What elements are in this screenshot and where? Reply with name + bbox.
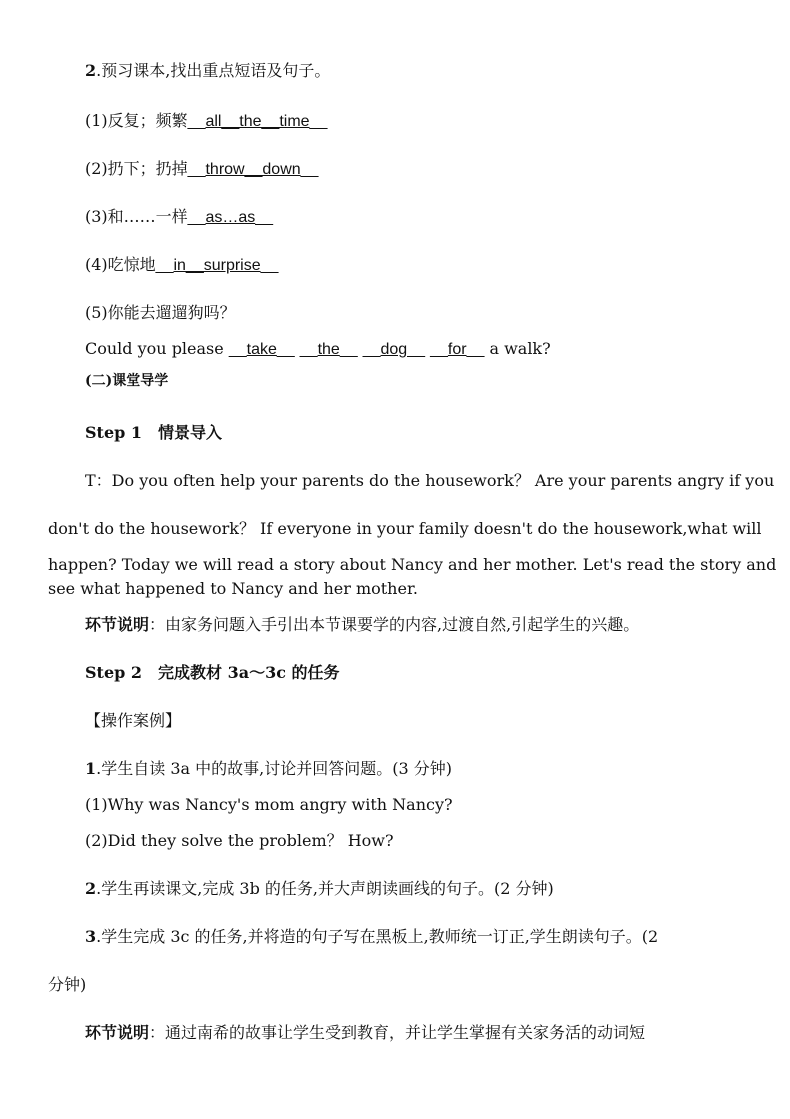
sentence-blank-1: __take__ [228,341,295,358]
step1-line-1: T：Do you often help your parents do the housework？ Are your parents angry if you [85,471,775,490]
preview-number: 2 [85,61,97,80]
task-3-continued: 分钟) [48,975,87,994]
preview-item-3: (3)和……一样__as…as__ [85,207,274,226]
preview-item-5: (5)你能去遛遛狗吗？ [85,303,236,322]
sentence-blank-2: __the__ [299,341,358,358]
preview-item-1: (1)反复；频繁__all__the__time__ [85,111,328,130]
task-1: 1.学生自读 3a 中的故事,讨论并回答问题。(3 分钟) [85,759,452,778]
question-2: (2)Did they solve the problem？ How? [85,831,394,850]
task-2: 2.学生再读课文,完成 3b 的任务,并大声朗读画线的句子。(2 分钟) [85,879,554,898]
step1-title: Step 1 情景导入 [85,423,223,442]
answer-blank-1: __all__the__time__ [187,113,328,130]
step1-line-3: happen? Today we will read a story about Nancy and her mother. Let's read the story and [48,555,777,574]
preview-instruction: 2.预习课本,找出重点短语及句子。 [85,61,331,80]
answer-blank-3: __as…as__ [187,209,274,226]
step1-note: 环节说明：由家务问题入手引出本节课要学的内容,过渡自然,引起学生的兴趣。 [85,615,640,634]
case-label: 【操作案例】 [85,711,182,730]
answer-blank-2: __throw__down__ [187,161,319,178]
note-label: 环节说明 [85,615,150,634]
answer-blank-4: __in__surprise__ [155,257,279,274]
sentence-blank-4: __for__ [430,341,485,358]
note-label: 环节说明 [85,1023,150,1042]
step2-note: 环节说明：通过南希的故事让学生受到教育，并让学生掌握有关家务活的动词短 [85,1023,646,1042]
question-1: (1)Why was Nancy's mom angry with Nancy? [85,795,453,814]
preview-sentence: Could you please __take__ __the__ __dog__ __for__ a walk? [85,339,551,358]
preview-item-2: (2)扔下；扔掉__throw__down__ [85,159,319,178]
step2-title: Step 2 完成教材 3a～3c 的任务 [85,663,340,682]
preview-item-4: (4)吃惊地__in__surprise__ [85,255,279,274]
sentence-blank-3: __dog__ [362,341,425,358]
task-3: 3.学生完成 3c 的任务,并将造的句子写在黑板上,教师统一订正,学生朗读句子。(2 [85,927,659,946]
section-title: (二)课堂导学 [85,373,169,389]
step1-line-4: see what happened to Nancy and her mother. [48,579,418,598]
step1-line-2: don't do the housework？ If everyone in your family doesn't do the housework,what will [48,519,762,538]
